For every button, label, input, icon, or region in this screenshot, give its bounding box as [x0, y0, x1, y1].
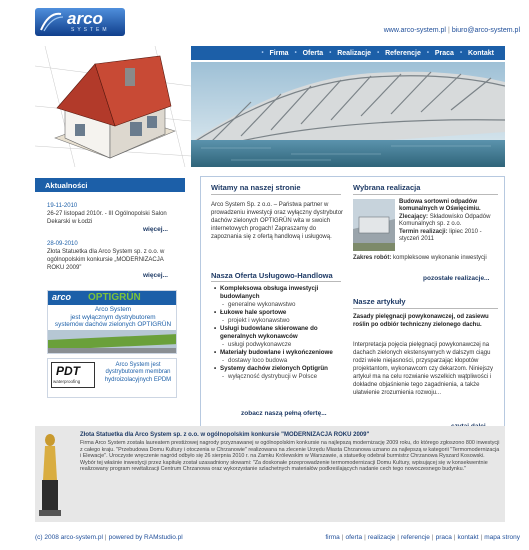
- epdm-banner[interactable]: [47, 358, 177, 398]
- offer-list: [214, 285, 354, 381]
- arco-logo[interactable]: [35, 8, 125, 36]
- news-item: [47, 240, 175, 272]
- footer-link-referencje[interactable]: referencje: [400, 534, 430, 541]
- news-sidebar: [35, 178, 185, 418]
- nav-kontakt[interactable]: • Kontakt: [461, 50, 501, 57]
- footer-link-realizacje[interactable]: realizacje: [367, 534, 396, 541]
- award-section: [35, 426, 505, 522]
- offer-item[interactable]: • Kompleksowa obsługa inwestycji budowlanych: [214, 285, 354, 301]
- news-date: 28-09-2010: [47, 241, 78, 247]
- news-date: 19-11-2010: [47, 203, 78, 209]
- epdm-caption: Arco System jest dystrybutorem membran hydroizolacyjnych EPDM: [104, 362, 172, 383]
- news-text: Złota Statuetka dla Arco System sp. z o.o. w ogólnopolskim konkursie „MODERNIZACJA ROKU 2009”: [47, 249, 165, 271]
- term-label: Termin realizacji:: [399, 228, 448, 235]
- footer-link-mapa-strony[interactable]: mapa strony: [484, 534, 520, 541]
- realization-more-link[interactable]: pozostałe realizacje...: [423, 275, 490, 282]
- hero-house-sketch: [35, 46, 191, 167]
- articles-title: Nasze artykuły: [353, 297, 406, 306]
- green-roof-image: [48, 330, 177, 354]
- top-contact: www.arco-system.pl | biuro@arco-system.pl: [383, 27, 520, 34]
- gold-statuette-image: [39, 430, 61, 516]
- offer-subitem: - dostawy loco budowa: [214, 357, 354, 365]
- scope-label: Zakres robót:: [353, 255, 392, 261]
- article-text: Interpretacja pojęcia pielęgnacji powykonawczej na dachach zielonych ekstensywnych w dalszym ciągu rodzi wiele niejasności, przysparzając kłopotów projektantom, wykonawcom czy dekarzom. Niniejszy artykuł ma na celu rozwianie wszelkich wątpliwości i dokładne objaśnienie tego zagadnienia, a także ułatwienie zrozumienia rozwoju...: [353, 342, 494, 396]
- optigrun-logo: OPTIGRÜN: [88, 292, 141, 303]
- news-item: [47, 202, 175, 226]
- website-link[interactable]: www.arco-system.pl: [383, 27, 446, 34]
- offer-item[interactable]: • Łukowe hale sportowe: [214, 309, 354, 317]
- nav-realizacje[interactable]: • Realizacje: [330, 50, 378, 57]
- hero-architecture-photo: [191, 62, 505, 167]
- banner1-line2: jest wyłącznym dystrybutorem: [70, 313, 156, 321]
- nav-firma[interactable]: • Firma: [263, 50, 296, 57]
- article-headline[interactable]: Zasady pielęgnacji powykonawczej, od zasiewu roślin po odbiór techniczny zielonego dachu.: [353, 314, 489, 328]
- powered-by-link[interactable]: powered by RAMstudio.pl: [108, 534, 183, 541]
- footer-link-firma[interactable]: firma: [325, 534, 340, 541]
- main-content: [200, 176, 505, 438]
- award-text: Firma Arco System została laureatem prestiżowej nagrody przyznawanej w ogólnopolskim konkursie na najlepszą modernizację 2009 roku, do którego zgłoszono 800 inwestycji z całego kraju. "Przebudowa Domu Kultury i otoczenia w Chrzanowie" realizowana na zlecenie Urzędu Miasta Chrzanowa uznano za najlepszą w kategorii "Termomodernizacja i Elewacje". Uroczyste wręczenie nagród odbyło się 26 sierpnia 2010 r. na Zamku Królewskim w Warszawie, a statuetkę odebrał burmistrz Chrzanowa Ryszard Kosowski. Wybór tej właśnie inwestycji przez kapitułę został uzasadniony słowami: "Za doskonałe przeprowadzenie termomodernizacji Domu Kultury, wpisującej się w konsekwentnie realizowany program rewitalizacji Centrum Chrzanowa oraz wykorzystanie szlachetnych materiałów podkreślających nadanie cech tego nowoczesnego budynku.": [80, 440, 500, 473]
- banner1-line3: systemów dachów zielonych OPTIGRÜN: [54, 321, 172, 328]
- email-link[interactable]: biuro@arco-system.pl: [451, 27, 520, 34]
- footer-copyright: (c) 2008 arco-system.pl | powered by RAMstudio.pl: [35, 534, 183, 541]
- scope-value: kompleksowe wykonanie inwestycji: [393, 255, 487, 261]
- news-more-link[interactable]: więcej...: [143, 272, 168, 279]
- nav-oferta[interactable]: • Oferta: [296, 50, 331, 57]
- footer-link-kontakt[interactable]: kontakt: [457, 534, 479, 541]
- optigrun-banner[interactable]: [47, 290, 177, 354]
- footer-link-oferta[interactable]: oferta: [345, 534, 363, 541]
- nav-praca[interactable]: • Praca: [428, 50, 461, 57]
- pdt-logo: PDT: [56, 364, 80, 378]
- news-more-link[interactable]: więcej...: [143, 226, 168, 233]
- realization-title: Wybrana realizacja: [353, 183, 421, 192]
- offer-item[interactable]: • Materiały budowlane i wykończeniowe: [214, 349, 354, 357]
- footer-nav: firma | oferta | realizacje | referencje | praca | kontakt | mapa strony: [325, 534, 520, 541]
- banner-arco-logo: arco: [52, 292, 72, 302]
- nav-referencje[interactable]: • Referencje: [378, 50, 428, 57]
- term-value: lipiec 2010 - styczeń 2011: [399, 228, 482, 243]
- realization-name[interactable]: Budowa sortowni odpadów komunalnych w Oświęcimiu.: [399, 199, 481, 213]
- pdt-logo-sub: waterproofing: [53, 379, 81, 384]
- logo-text: arco: [67, 9, 103, 28]
- banner1-line1: Arco System: [94, 306, 132, 313]
- news-text: 26-27 listopad 2010r. - III Ogólnopolski Salon Dekarski w Łodzi: [47, 211, 167, 225]
- main-nav: [191, 46, 505, 60]
- offer-subitem: - wyłączność dystrybucji w Polsce: [214, 373, 354, 381]
- offer-subitem: - projekt i wykonawstwo: [214, 317, 354, 325]
- award-title[interactable]: Złota Statuetka dla Arco System sp. z o.o. w ogólnopolskim konkursie "MODERNIZACJA ROKU 2009": [80, 432, 370, 438]
- offer-item[interactable]: • Systemy dachów zielonych Optigrün: [214, 365, 354, 373]
- realization-photo[interactable]: [353, 199, 395, 251]
- offer-subitem: - usługi podwykonawcze: [214, 341, 354, 349]
- offer-item[interactable]: • Usługi budowlane skierowane do generalnych wykonawców: [214, 325, 354, 341]
- copyright-text: (c) 2008 arco-system.pl: [35, 534, 103, 541]
- client-value: Składowisko Odpadów Komunalnych sp. z o.o.: [399, 213, 491, 228]
- news-title: Aktualności: [35, 178, 185, 192]
- offer-more-link[interactable]: zobacz naszą pełną ofertę...: [241, 410, 327, 417]
- offer-subitem: - generalne wykonawstwo: [214, 301, 354, 309]
- footer-link-praca[interactable]: praca: [435, 534, 452, 541]
- welcome-title: Witamy na naszej stronie: [211, 183, 301, 192]
- offer-title: Nasza Oferta Usługowo-Handlowa: [211, 271, 333, 280]
- welcome-text: Arco System Sp. z o.o. – Państwa partner w prowadzeniu inwestycji oraz wyłączny dystrybutor dachów zielonych OPTIGRÜN wita w swoich internetowych progach! Zapraszamy do zapoznania się z ofertą handlową i usługową.: [211, 202, 344, 240]
- logo-subtext: SYSTEM: [71, 27, 110, 33]
- client-label: Zlecający:: [399, 213, 429, 220]
